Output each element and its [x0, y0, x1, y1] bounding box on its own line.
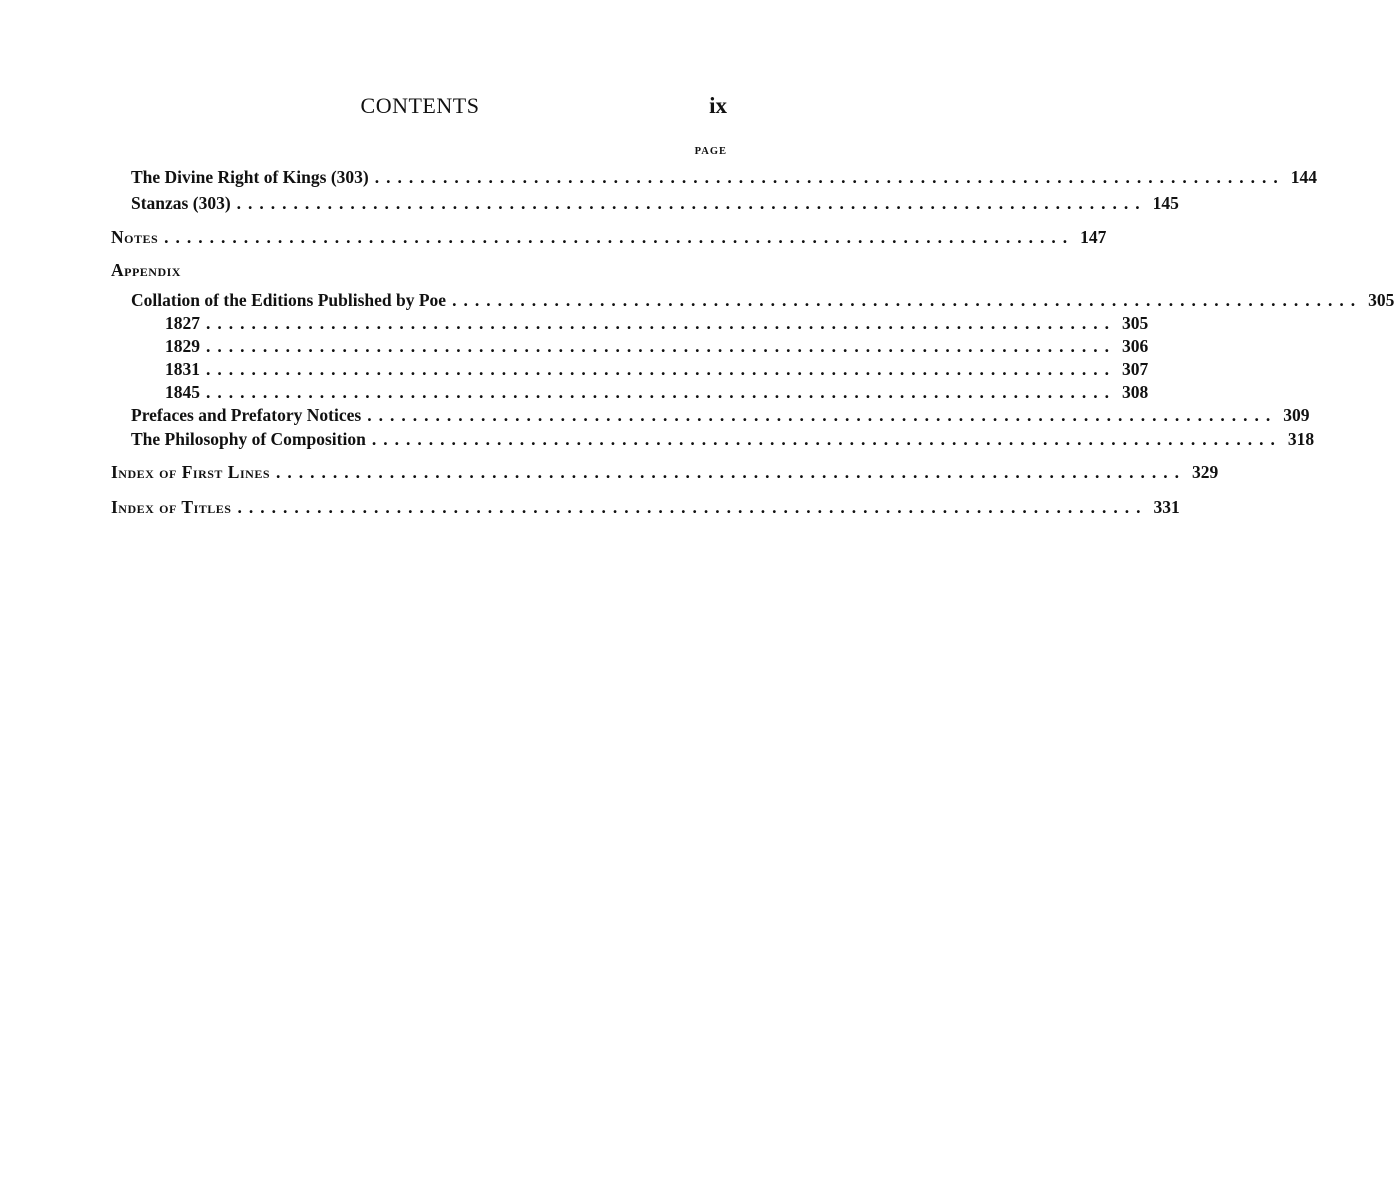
toc-entry-page: 305 [1122, 313, 1149, 333]
toc-entry-label: 1827 [165, 313, 200, 333]
toc-entry-label: 1829 [165, 336, 200, 356]
dot-leader: ................................................................................ [367, 405, 1278, 425]
toc-entry-label: The Philosophy of Composition [131, 429, 366, 449]
dot-leader: ................................................................................ [206, 313, 1116, 333]
dot-leader: ................................................................................ [206, 336, 1116, 356]
toc-entry-1831 [165, 358, 1149, 380]
toc-entry-label: Appendix [111, 260, 181, 280]
toc-entry-1845 [165, 381, 1149, 403]
toc-entry-stanzas [131, 192, 1179, 214]
toc-entry-1827 [165, 312, 1149, 334]
toc-entry-divine-right [131, 166, 1317, 188]
toc-entry-label: Collation of the Editions Published by Poe [131, 290, 447, 310]
toc-entry-page: 329 [1192, 462, 1219, 482]
toc-entry-philosophy [131, 428, 1315, 450]
toc-entry-label: Prefaces and Prefatory Notices [131, 405, 362, 425]
dot-leader: ................................................................................ [276, 462, 1186, 482]
toc-entry-label: 1845 [165, 382, 200, 402]
dot-leader: ................................................................................ [374, 167, 1285, 187]
toc-entry-page: 307 [1122, 359, 1149, 379]
toc-entry-page: 331 [1153, 497, 1180, 517]
toc-entry-label: Stanzas (303) [131, 193, 231, 213]
toc-entry-1829 [165, 335, 1149, 357]
dot-leader: ................................................................................ [452, 290, 1363, 310]
toc-entry-page: 309 [1283, 405, 1310, 425]
toc-entry-page: 305 [1368, 290, 1394, 310]
page-column-label: PAGE [694, 146, 727, 157]
toc-entry-page: 308 [1122, 382, 1149, 402]
toc-entry-page: 145 [1152, 193, 1179, 213]
toc-entry-collation [131, 289, 1394, 311]
dot-leader: ................................................................................ [236, 193, 1147, 213]
page-number: ix [709, 93, 727, 118]
toc-entry-label: 1831 [165, 359, 200, 379]
toc-entry-label: Index of Titles [111, 497, 232, 517]
dot-leader: ................................................................................ [371, 429, 1282, 449]
running-header [0, 93, 840, 123]
dot-leader: ................................................................................ [237, 497, 1148, 517]
toc-entry-prefaces [131, 404, 1310, 426]
toc-entry-page: 306 [1122, 336, 1149, 356]
toc-entry-label: Index of First Lines [111, 462, 270, 482]
toc-entry-notes [111, 226, 1107, 248]
toc-entry-page: 147 [1080, 227, 1107, 247]
toc-entry-appendix [111, 259, 727, 281]
dot-leader: ................................................................................ [164, 227, 1075, 247]
dot-leader: ................................................................................ [206, 382, 1116, 402]
page-title: CONTENTS [360, 93, 480, 118]
dot-leader: ................................................................................ [206, 359, 1116, 379]
toc-entry-page: 318 [1287, 429, 1315, 449]
toc-entry-label: The Divine Right of Kings (303) [131, 167, 369, 187]
toc-entry-index-titles [111, 496, 1180, 518]
toc-entry-label: Notes [111, 227, 159, 247]
toc-entry-page: 144 [1290, 167, 1317, 187]
toc-entry-index-first-lines [111, 461, 1219, 483]
